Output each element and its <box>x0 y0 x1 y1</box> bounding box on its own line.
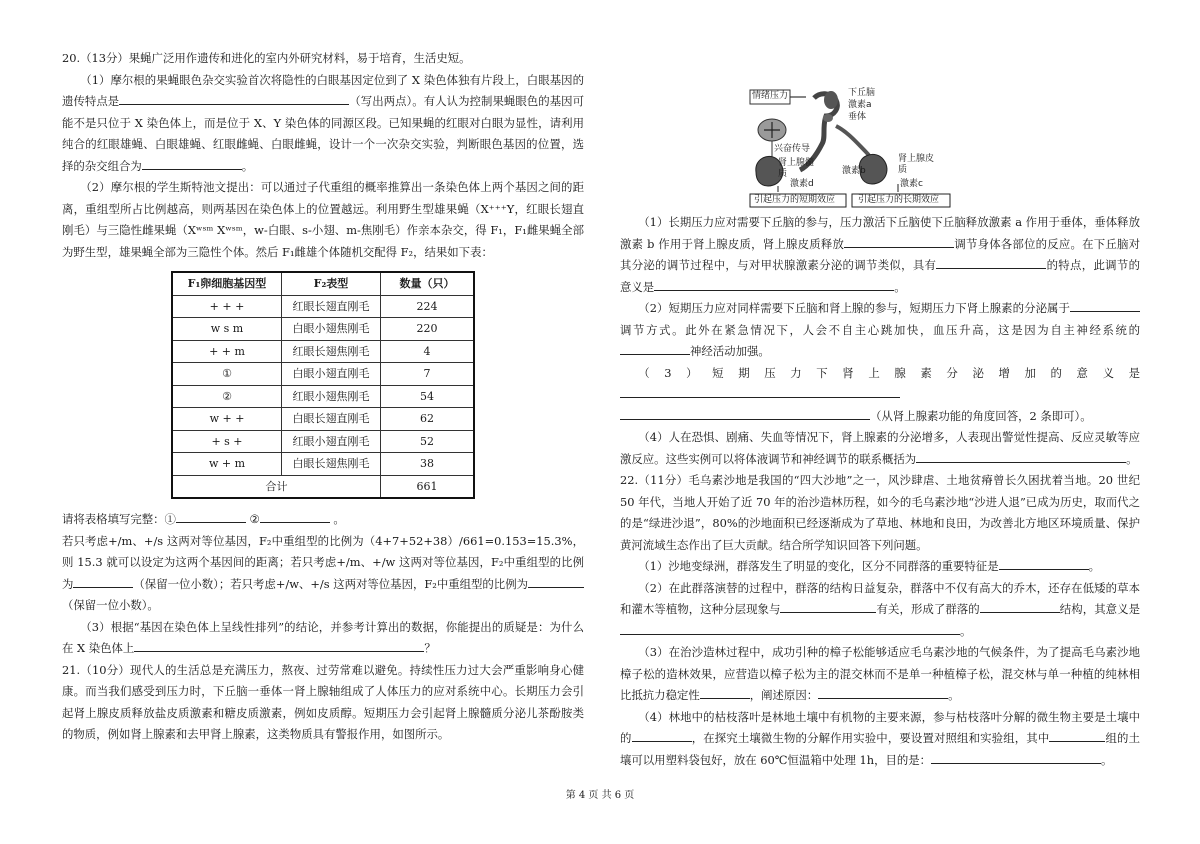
table-header: F₂表型 <box>282 272 381 295</box>
table-header: F₁卵细胞基因型 <box>172 272 282 295</box>
answer-blank[interactable] <box>620 384 900 398</box>
answer-blank[interactable] <box>844 234 954 248</box>
table-row <box>172 385 474 408</box>
hormone-c-label: 激素c <box>900 179 923 189</box>
q20-part1-text-a: （1）摩尔根的果蝇眼色杂交实验首次将隐性的白眼基因定位到了 X 染色体独有片段上，白眼基因的遗传特点是 <box>62 72 584 108</box>
table-total-row <box>172 475 474 498</box>
table-total-value: 661 <box>381 475 475 498</box>
table-cell-blank-1: ① <box>172 363 282 386</box>
q22-part3-text-a: （3）在治沙造林过程中，成功引种的樟子松能够适应毛乌素沙地的气候条件，为了提高毛乌素沙地樟子松的造林效果，应营造以樟子松为主的混交林而不是单一种植樟子松，混交林与单一种植的纯林相比抵抗力稳定性 <box>620 645 1140 702</box>
excite-label: 兴奋传导 <box>774 144 811 154</box>
answer-blank[interactable] <box>528 574 584 588</box>
q22-part2 <box>620 578 1140 643</box>
q22-part3 <box>620 642 1140 707</box>
q20-fill-text-a: 请将表格填写完整：① <box>62 512 176 526</box>
table-cell: 224 <box>381 295 475 318</box>
answer-blank[interactable] <box>632 728 692 742</box>
q21-part3 <box>620 363 1140 428</box>
short-effect-label: 引起压力的短期效应 <box>754 195 836 205</box>
q22-part4-text-b: ，在探究土壤微生物的分解作用实验中，要设置对照组和实验组，其中 <box>691 731 1050 745</box>
answer-blank[interactable] <box>1070 298 1140 312</box>
stress-label: 情绪压力 <box>752 91 789 101</box>
q22-intro: 22.（11分）毛乌素沙地是我国的“四大沙地”之一，风沙肆虐、土地贫瘠曾长久困扰着当地。20 世纪 50 年代，当地人开始了近 70 年的治沙造林历程，如今的毛乌素沙地“沙进人退”已成为历史，取而代之的是“绿进沙退”，80%的沙地面积已经逐渐成为了草地、林地和良田，为改善北方地区环境质量、保护黄河流域生态作出了巨大贡献。结合所学知识回答下列问题。 <box>620 473 1140 552</box>
answer-blank[interactable] <box>818 685 948 699</box>
q22-part3-text-b: ，阐述原因： <box>749 688 819 702</box>
table-cell: 白眼小翅直刚毛 <box>282 363 381 386</box>
left-column <box>62 48 584 746</box>
q22-part4-text-c: 组的土壤可以用塑料袋包好，放在 60℃恒温箱中处理 1h，目的是： <box>620 731 1140 767</box>
table-total-label: 合计 <box>172 475 381 498</box>
table-cell: 白眼小翅焦刚毛 <box>282 318 381 341</box>
q20-part4-text-a: （3）根据“基因在染色体上呈线性排列”的结论，并参考计算出的数据，你能提出的质疑是：为什么在 X 染色体上 <box>62 619 584 655</box>
q22-part1 <box>620 556 1140 578</box>
answer-blank[interactable] <box>936 255 1046 269</box>
medulla-label: 肾上腺髓质 <box>778 158 815 179</box>
table-cell: w + + <box>172 408 282 431</box>
q20-intro: 20.（13分）果蝇广泛用作遗传和进化的室内外研究材料，易于培育，生活史短。 <box>62 51 471 65</box>
q22-part2-text-d: 。 <box>960 623 972 638</box>
q21-part3-text-a: （3）短期压力下肾上腺素分泌增加的意义是 <box>638 365 1140 380</box>
answer-blank[interactable] <box>1049 728 1105 742</box>
answer-blank[interactable] <box>980 599 1060 613</box>
table-cell: 4 <box>381 340 475 363</box>
answer-blank[interactable] <box>620 341 690 355</box>
hormone-a-label: 激素a <box>848 100 872 110</box>
table-row <box>172 318 474 341</box>
q21-part3-text-b: （从肾上腺素功能的角度回答，2 条即可）。 <box>870 408 1092 423</box>
page-footer: 第 4 页 共 6 页 <box>565 790 635 801</box>
table-cell: 白眼长翅直刚毛 <box>282 408 381 431</box>
table-row <box>172 363 474 386</box>
q20-part4 <box>62 617 584 660</box>
gene-table <box>171 271 475 499</box>
answer-blank[interactable] <box>73 574 133 588</box>
table-cell: 52 <box>381 430 475 453</box>
q22-part1-text-b: 。 <box>1088 559 1100 573</box>
stress-diagram <box>748 86 958 208</box>
q21-part2-text-b: 调节方式。此外在紧急情况下，人会不自主心跳加快，血压升高，这是因为自主神经系统的 <box>620 322 1140 337</box>
table-header: 数量（只） <box>381 272 475 295</box>
table-cell: 7 <box>381 363 475 386</box>
q20-fill-text-b: ② <box>249 512 260 526</box>
table-row <box>172 453 474 476</box>
q21-part1-text-d: 。 <box>894 279 906 294</box>
table-row <box>172 295 474 318</box>
hormone-d-label: 激素d <box>790 179 814 189</box>
q21-part2 <box>620 298 1140 363</box>
answer-blank[interactable] <box>916 449 1126 463</box>
table-cell-blank-2: ② <box>172 385 282 408</box>
table-cell: 红眼长翅焦刚毛 <box>282 340 381 363</box>
hypothalamus-icon <box>824 91 838 109</box>
table-cell: 红眼小翅直刚毛 <box>282 430 381 453</box>
hypothalamus-label: 下丘脑 <box>848 88 876 98</box>
q20-part1 <box>62 70 584 178</box>
table-cell: 红眼长翅直刚毛 <box>282 295 381 318</box>
answer-blank[interactable] <box>260 509 330 523</box>
answer-blank[interactable] <box>620 406 870 420</box>
q22-part2-text-a: （2）在此群落演替的过程中，群落的结构日益复杂，群落中不仅有高大的乔木，还存在低矮的草本和灌木等植物，这种分层现象与 <box>620 580 1140 616</box>
long-effect-label: 引起压力的长期效应 <box>858 195 940 205</box>
q22-part4 <box>620 707 1140 772</box>
answer-blank[interactable] <box>142 156 242 170</box>
q22-part4-text-a: （4）林地中的枯枝落叶是林地土壤中有机物的主要来源，参与枯枝落叶分解的微生物主要是土壤中的 <box>620 709 1140 745</box>
q20-part1-text-b: （写出两点）。有人认为控制果蝇眼色的基因可能不是只位于 X 染色体上，而是位于 X、Y 染色体的同源区段。已知果蝇的红眼对白眼为显性，请利用纯合的红眼雄蝇、白眼雄蝇、红眼雌蝇、白眼雌蝇，设计一个一次杂交实验，判断眼色基因的位置，选择的杂交组合为 <box>62 94 584 173</box>
q20-fill-text-c: 。 <box>333 512 345 526</box>
q20-part3 <box>62 531 584 617</box>
answer-blank[interactable] <box>134 638 424 652</box>
pituitary-label: 垂体 <box>848 112 867 122</box>
q21-part1-text-c: 的特点，此调节的意义是 <box>620 258 1140 294</box>
table-cell: + s + <box>172 430 282 453</box>
answer-blank[interactable] <box>620 621 960 635</box>
q20-part3-text-c: （保留一位小数）。 <box>62 598 159 612</box>
answer-blank[interactable] <box>654 277 894 291</box>
q20-part3-text-a: 若只考虑+/m、+/s 这两对等位基因，F₂中重组型的比例为（4+7+52+38）/661=0.153=15.3%，则 15.3 就可以设定为这两个基因间的距离；若只考虑+/m、+/w 这两对等位基因，F₂中重组型的比例为 <box>62 533 584 591</box>
q22-part1-text-a: （1）沙地变绿洲，群落发生了明显的变化，区分不同群落的重要特征是 <box>638 559 999 573</box>
table-row <box>172 340 474 363</box>
table-cell: w + m <box>172 453 282 476</box>
answer-blank[interactable] <box>931 750 1101 764</box>
q22-part4-text-d: 。 <box>1101 752 1113 767</box>
table-cell: + + + <box>172 295 282 318</box>
table-cell: 220 <box>381 318 475 341</box>
table-cell: 红眼小翅焦刚毛 <box>282 385 381 408</box>
q21-intro: 21.（10分）现代人的生活总是充满压力，熬夜、过劳常难以避免。持续性压力过大会严重影响身心健康。而当我们感受到压力时，下丘脑一垂体一肾上腺轴组成了人体压力的应对系统中心。长期压力会引起肾上腺皮质释放盐皮质激素和糖皮质激素，例如皮质醇。短期压力会引起肾上腺髓质分泌儿茶酚胺类的物质，例如肾上腺素和去甲肾上腺素，这类物质具有警报作用，如图所示。 <box>62 662 584 741</box>
q21-part1 <box>620 212 1140 298</box>
q22-part2-text-c: 结构，其意义是 <box>1059 602 1140 616</box>
answer-blank[interactable] <box>999 556 1089 570</box>
q21-part2-text-a: （2）短期压力应对同样需要下丘脑和肾上腺的参与，短期压力下肾上腺素的分泌属于 <box>638 301 1070 315</box>
answer-blank[interactable] <box>780 599 876 613</box>
table-row <box>172 408 474 431</box>
q20-part1-text-c: 。 <box>241 158 254 173</box>
q20-part3-text-b: （保留一位小数）；若只考虑+/w、+/s 这两对等位基因，F₂中重组型的比例为 <box>133 576 528 591</box>
q21-part1-text-a: （1）长期压力应对需要下丘脑的参与，压力激活下丘脑使下丘脑释放激素 a 作用于垂体，垂体释放激素 b 作用于肾上腺皮质，肾上腺皮质释放 <box>620 215 1140 251</box>
q22-part2-text-b: 有关，形成了群落的 <box>876 602 980 616</box>
q20-part2: （2）摩尔根的学生斯特池文提出：可以通过子代重组的概率推算出一条染色体上两个基因之间的距离，重组型所占比例越高，则两基因在染色体上的位置越远。利用野生型雄果蝇（X⁺⁺⁺Y，红眼长翅直刚毛）与三隐性雌果蝇（Xʷˢᵐ Xʷˢᵐ，w-白眼、s-小翅、m-焦刚毛）作亲本杂交，得 F₁，F₁雌果蝇全部为野生型，雄果蝇全部为三隐性个体。然后 F₁雌雄个体随机交配得 F₂，结果如下表： <box>62 180 584 259</box>
table-header-row <box>172 272 474 295</box>
table-cell: 38 <box>381 453 475 476</box>
answer-blank[interactable] <box>119 91 349 105</box>
q21-part4 <box>620 427 1140 470</box>
table-cell: 白眼长翅焦刚毛 <box>282 453 381 476</box>
q21-part4-text-a: （4）人在恐惧、剧痛、失血等情况下，肾上腺素的分泌增多，人表现出警觉性提高、反应灵敏等应激反应。这些实例可以将体液调节和神经调节的联系概括为 <box>620 430 1140 466</box>
table-cell: 62 <box>381 408 475 431</box>
right-column <box>620 86 1140 214</box>
q20-part4-text-b: ？ <box>424 641 436 655</box>
hormone-b-label: 激素b <box>842 166 866 176</box>
q22-part3-text-c: 。 <box>948 688 960 702</box>
right-column-text <box>620 212 1140 771</box>
pituitary-icon <box>823 114 833 122</box>
q21-part2-text-c: 神经活动加强。 <box>690 344 770 358</box>
cortex-label: 肾上腺皮质 <box>898 154 935 175</box>
table-cell: 54 <box>381 385 475 408</box>
q20-fill <box>62 509 584 531</box>
table-cell: w s m <box>172 318 282 341</box>
table-cell: + + m <box>172 340 282 363</box>
answer-blank[interactable] <box>176 509 246 523</box>
q21-part1-text-b: 调节身体各部位的反应。在下丘脑对其分泌的调节过程中，与对甲状腺激素分泌的调节类似，具有 <box>620 236 1140 272</box>
table-row <box>172 430 474 453</box>
q21-part4-text-b: 。 <box>1126 451 1138 466</box>
answer-blank[interactable] <box>700 685 750 699</box>
